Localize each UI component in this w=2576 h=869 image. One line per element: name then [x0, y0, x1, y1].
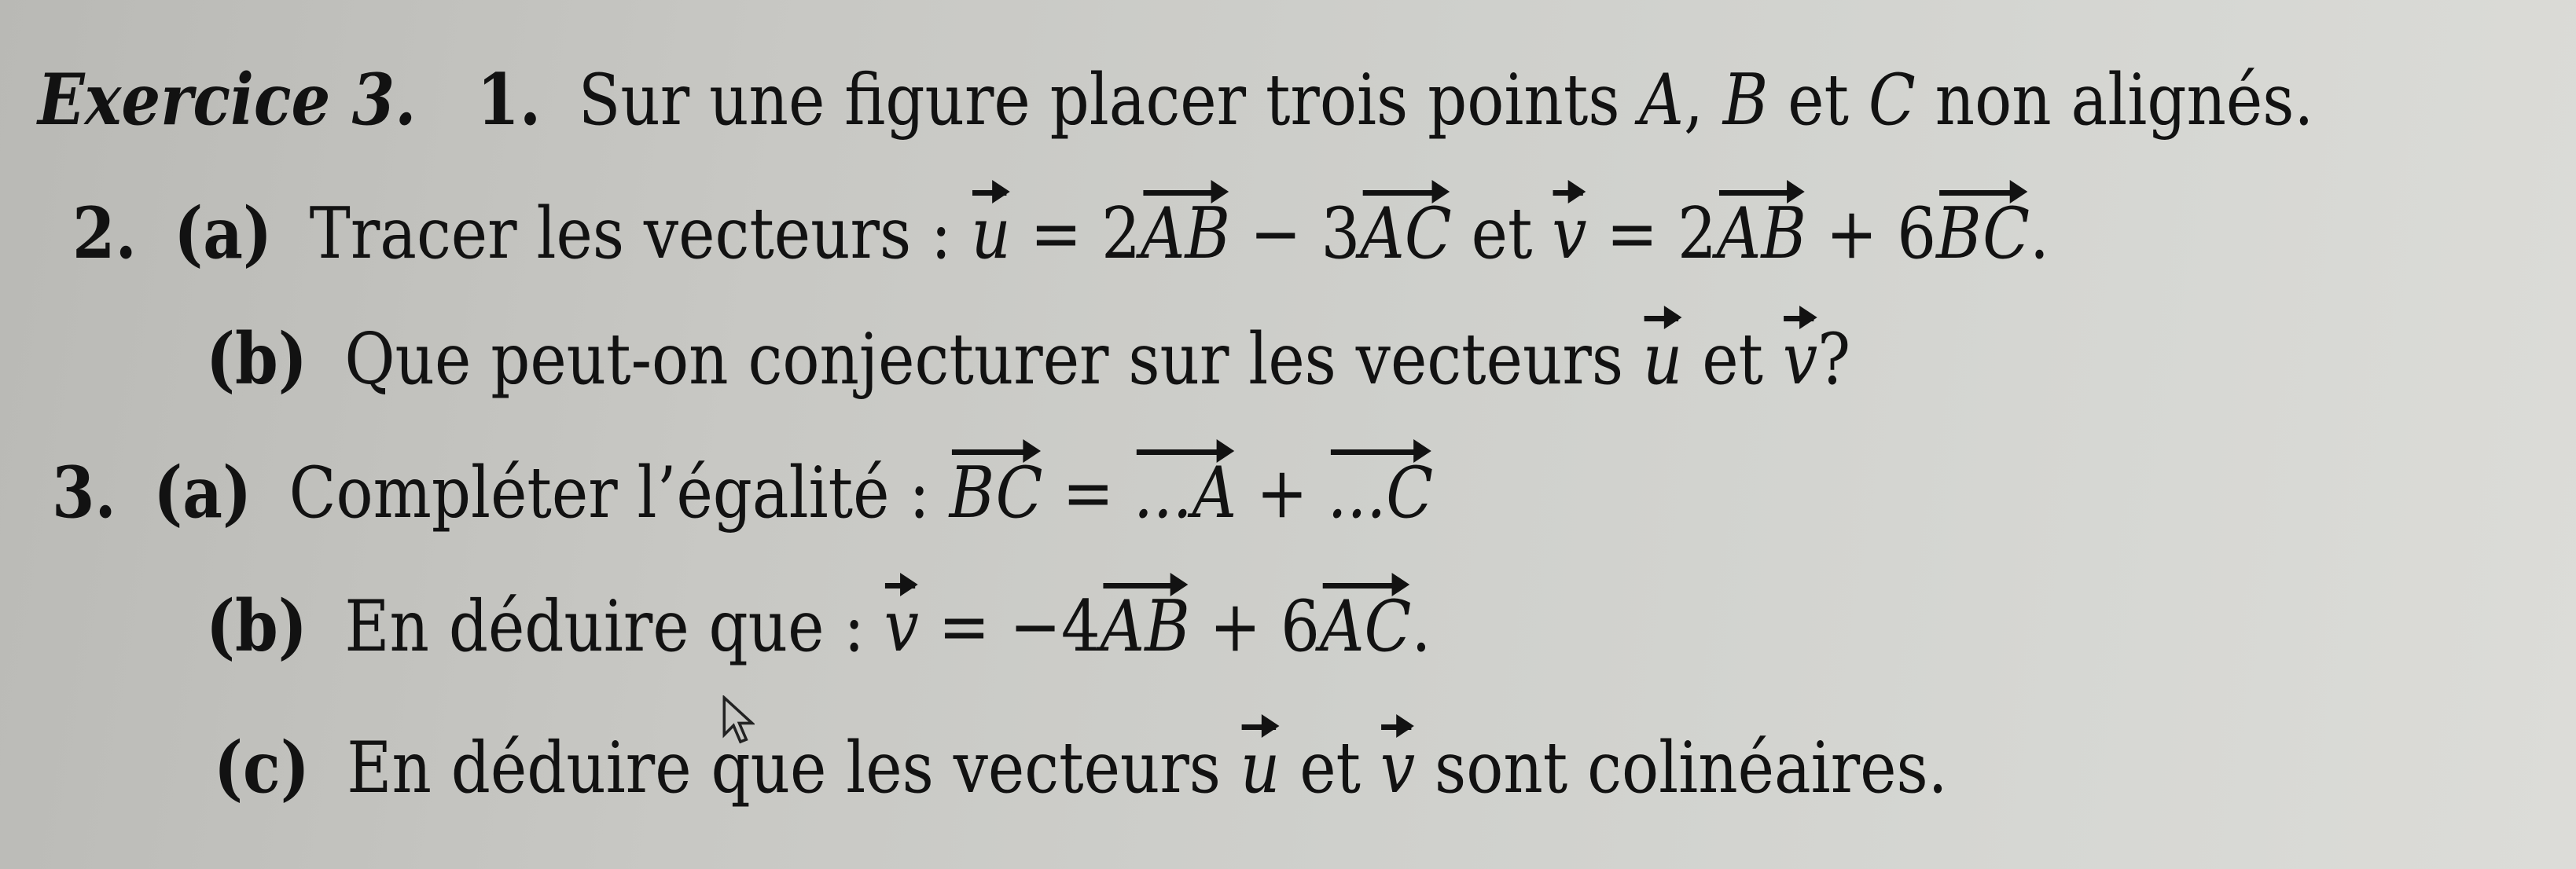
minus: − — [1249, 192, 1302, 275]
vector-blank-c: ...C — [1327, 452, 1434, 534]
equals: = — [1606, 192, 1659, 275]
q2-number: 2. — [72, 192, 137, 275]
q2b-label: (b) — [206, 317, 307, 401]
vector-v: v — [1380, 727, 1416, 809]
vector-ac: AC — [1319, 585, 1412, 668]
point-a: A — [1639, 59, 1684, 141]
q1-tail: non alignés. — [1935, 59, 2314, 141]
mouse-pointer-icon — [722, 695, 755, 744]
vector-v: v — [884, 585, 919, 668]
point-b: B — [1722, 59, 1769, 141]
q2a-label: (a) — [174, 192, 273, 275]
vector-blank-a: ...A — [1133, 452, 1237, 534]
exercise-title: Exercice 3. — [38, 58, 417, 141]
vector-ac: AC — [1360, 192, 1452, 275]
question-1-line — [38, 58, 2314, 141]
vector-ab: AB — [1140, 192, 1231, 275]
q3c-tail: sont colinéaires. — [1435, 727, 1948, 809]
q2a-text: Tracer les vecteurs : — [309, 192, 952, 275]
q3a-text: Compléter l’égalité : — [288, 452, 930, 534]
plus: + — [1256, 452, 1308, 534]
coef: −4 — [1009, 585, 1101, 668]
vector-u: u — [1240, 727, 1281, 809]
point-c: C — [1868, 59, 1916, 141]
equals: = — [938, 585, 990, 668]
period: . — [1411, 585, 1431, 668]
and-word: et — [1471, 192, 1533, 275]
coef: 6 — [1897, 192, 1937, 275]
coef: 6 — [1281, 585, 1320, 668]
vector-ab: AB — [1716, 192, 1806, 275]
vector-u: u — [971, 192, 1011, 275]
q3c-label: (c) — [214, 726, 310, 809]
separator: , — [1683, 59, 1703, 141]
q1-text: Sur une figure placer trois points — [578, 59, 1620, 141]
question-3c-line — [214, 726, 1948, 809]
equals: = — [1030, 192, 1082, 275]
and-word: et — [1702, 318, 1764, 401]
vector-v: v — [1782, 318, 1818, 401]
vector-bc: BC — [1936, 192, 2030, 275]
vector-u: u — [1642, 318, 1683, 401]
q3b-text: En déduire que : — [344, 585, 865, 668]
plus: + — [1209, 585, 1262, 668]
question-2a-line — [72, 192, 2049, 275]
coef: 2 — [1677, 192, 1717, 275]
period: . — [2030, 192, 2049, 275]
vector-v: v — [1552, 192, 1587, 275]
question-3b-line — [206, 585, 1431, 668]
equals: = — [1062, 452, 1115, 534]
q2b-text: Que peut-on conjecturer sur les vecteurs — [344, 318, 1624, 401]
q3a-label: (a) — [153, 451, 252, 534]
coef: 2 — [1101, 192, 1141, 275]
question-3a-line — [52, 451, 1434, 534]
coef: 3 — [1321, 192, 1361, 275]
q3-number: 3. — [52, 451, 116, 534]
q1-number: 1. — [476, 58, 542, 141]
vector-ab: AB — [1100, 585, 1190, 668]
q3c-text: En déduire que les vecteurs — [347, 727, 1221, 809]
vector-bc: BC — [949, 452, 1043, 534]
plus: + — [1825, 192, 1878, 275]
and-word: et — [1299, 727, 1361, 809]
question-2b-line — [206, 317, 1851, 401]
and-word: et — [1788, 59, 1849, 141]
question-mark: ? — [1817, 318, 1851, 401]
q3b-label: (b) — [206, 585, 307, 668]
